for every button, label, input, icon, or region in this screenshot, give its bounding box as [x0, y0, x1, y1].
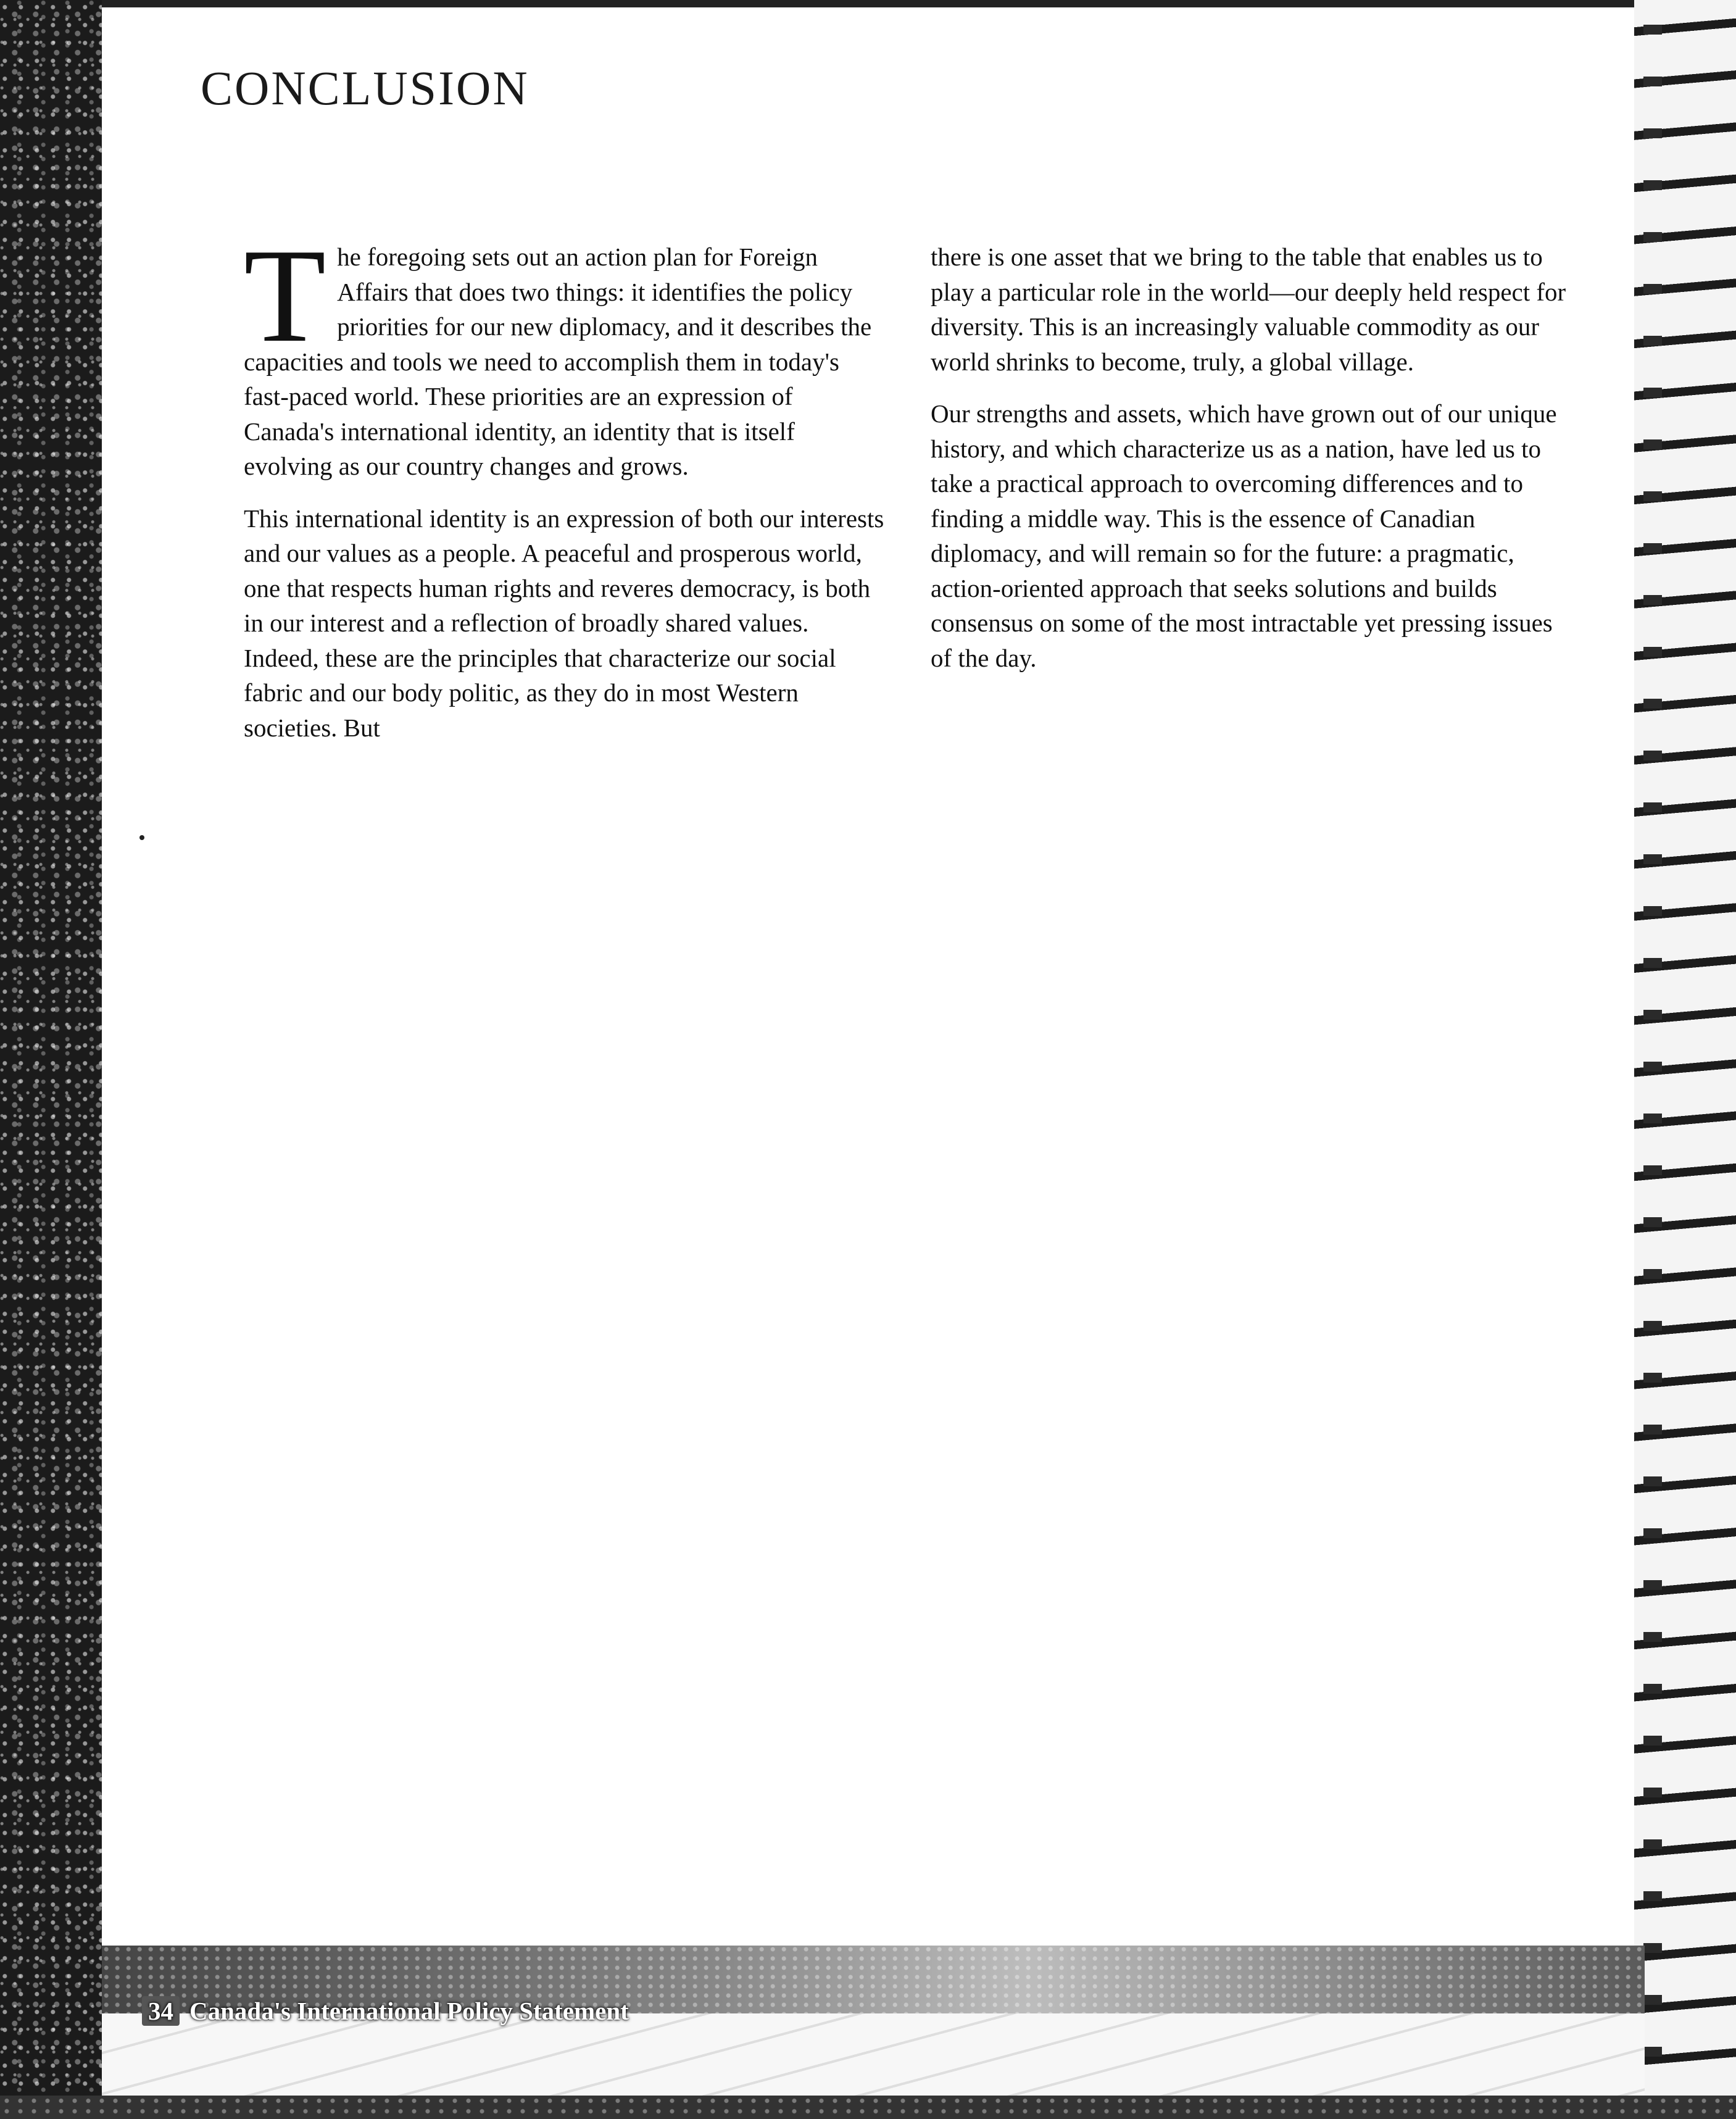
paragraph-identity: This international identity is an expression of both our interests and our values as a people. A peaceful and prosperous world, one that respects human rights and reveres democracy, is both in our interest and a reflection of broadly shared values. Indeed, these are the principles that characterize our social fabric and our body politic, as they do in most Western societies. But: [244, 504, 884, 742]
paragraph-intro-text: he foregoing sets out an action plan for Foreign Affairs that does two things: it identifies the policy priorities for our new diplomacy, and it describes the capacities and tools we need to accomplish them in today's fast-paced world. These priorities are an expression of Canada's international identity, an identity that is itself evolving as our country changes and grows.: [244, 243, 872, 480]
scan-bottom-border: [0, 2096, 1736, 2119]
paragraph-strengths: Our strengths and assets, which have grown out of our unique history, and which characterize us as a nation, have led us to take a practical approach to overcoming differences and to finding a middle way. This is the essence of Canadian diplomacy, and will remain so for the future: a pragmatic, action-oriented approach that seeks solutions and builds consensus on some of the most intractable yet pressing issues of the day.: [931, 399, 1557, 672]
left-text-column: [244, 222, 886, 762]
right-text-column: [931, 239, 1572, 693]
publication-title: Canada's International Policy Statement: [189, 1997, 629, 2025]
footer: [142, 1992, 629, 2029]
drop-cap: T: [244, 222, 326, 370]
scan-speck: [139, 835, 144, 840]
paragraph-diversity: there is one asset that we bring to the table that enables us to play a particular role in the world—our deeply held respect for diversity. This is an increasingly valuable commodity as our world shrinks to become, truly, a global village.: [931, 243, 1566, 376]
scan-left-border: [0, 0, 102, 2119]
scan-top-border: [0, 0, 1736, 7]
paragraph-intro: [244, 222, 886, 484]
spiral-binding-rings: [1643, 0, 1662, 2096]
page-title: CONCLUSION: [201, 61, 530, 115]
page-number: 34: [142, 1996, 180, 2026]
